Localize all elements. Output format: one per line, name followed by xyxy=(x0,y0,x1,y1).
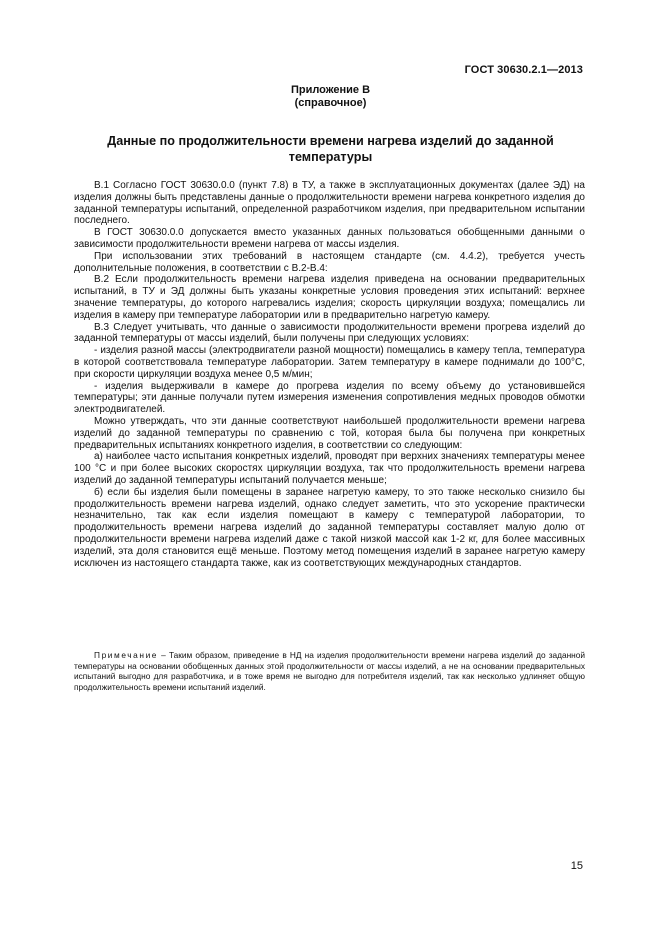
note-text: Таким образом, приведение в НД на изделия продолжительности времени нагрева изделий до заданной температуры на основании обобщенных данных этой продолжительности от массы изделий, а не на основании предварительных испытаний выгодно для разработчика, и в тоже время не выгодно для потребителя изделий, так как несколько удлиняет общую продолжительность времени испытаний изделий. xyxy=(74,650,585,692)
appendix-heading xyxy=(0,84,661,110)
note-label: Примечание xyxy=(94,650,159,660)
page-number: 15 xyxy=(570,860,583,872)
list-item: б) если бы изделия были помещены в заранее нагретую камеру, то это также несколько снизило бы продолжительность времени нагрева изделий, однако следует заметить, что это ускорение практически незначительно, так как если изделия помещают в камеру с температурой лаборатории, то продолжительность времени нагрева изделий до заданной температуры составляет малую долю от продолжительности времени нагрева изделий даже с такой низкой массой как 1-2 кг, для более массивных изделий, эта доля становится ещё меньше. Поэтому метод помещения изделий в заранее нагретую камеру исключен из настоящего стандарта также, как из соответствующих международных стандартов. xyxy=(74,486,585,569)
note-paragraph xyxy=(74,650,585,692)
paragraph: В.2 Если продолжительность времени нагрева изделия приведена на основании предварительных испытаний, в ТУ и ЭД должны быть указаны конкретные условия проведения этих испытаний: верхнее значение температуры, до которого нагревались изделия; скорость циркуляции воздуха; помещались ли изделия в камеру при температуре лаборатории или в предварительно нагретую камеру. xyxy=(74,274,585,321)
appendix-title: Приложение В xyxy=(290,84,371,96)
paragraph: В ГОСТ 30630.0.0 допускается вместо указанных данных пользоваться обобщенными данными о зависимости продолжительности времени нагрева от массы изделия. xyxy=(74,227,585,250)
paragraph: При использовании этих требований в настоящем стандарте (см. 4.4.2), требуется учесть дополнительные положения, в соответствии с В.2-В.4: xyxy=(74,250,585,274)
list-item: - изделия выдерживали в камере до прогрева изделия по всему объему до установившейся температуры; эти данные получали путем измерения изменения сопротивления медных проводов обмотки электродвигателей. xyxy=(74,380,585,416)
note-dash: – xyxy=(158,650,169,660)
body-text xyxy=(74,180,585,569)
note xyxy=(74,650,585,692)
list-item: - изделия разной массы (электродвигатели разной мощности) помещались в камеру тепла, температура в которой соответствовала температуре лаборатории. Затем температуру в камере поднимали до 100°C, при скорости циркуляции воздуха менее 0,5 м/мин; xyxy=(74,345,585,380)
document-standard-number: ГОСТ 30630.2.1—2013 xyxy=(464,64,583,76)
list-item: а) наиболее часто испытания конкретных изделий, проводят при верхних значениях температуры менее 100 °C и при более высоких скоростях циркуляции воздуха, так что продолжительность времени нагрева изделий до заданной температуры испытаний получается меньше; xyxy=(74,451,585,486)
appendix-kind: (справочное) xyxy=(294,97,367,109)
paragraph: В.3 Следует учитывать, что данные о зависимости продолжительности времени прогрева изделий до заданной температуры от массы изделий, были получены при следующих условиях: xyxy=(74,321,585,345)
section-title: Данные по продолжительности времени нагрева изделий до заданной температуры xyxy=(107,134,554,164)
paragraph: В.1 Согласно ГОСТ 30630.0.0 (пункт 7.8) в ТУ, а также в эксплуатационных документах (далее ЭД) на изделия должны быть представлены данные о продолжительности времени нагрева конкретного изделия до заданной температуры испытаний, определенной разработчиком изделия, при предварительном испытании последнего. xyxy=(74,180,585,227)
paragraph: Можно утверждать, что эти данные соответствуют наибольшей продолжительности времени нагрева изделий до заданной температуры по сравнению с той, которая была бы получена при конкретных предварительных испытаниях конкретного изделия, в соответствии со следующим: xyxy=(74,415,585,451)
